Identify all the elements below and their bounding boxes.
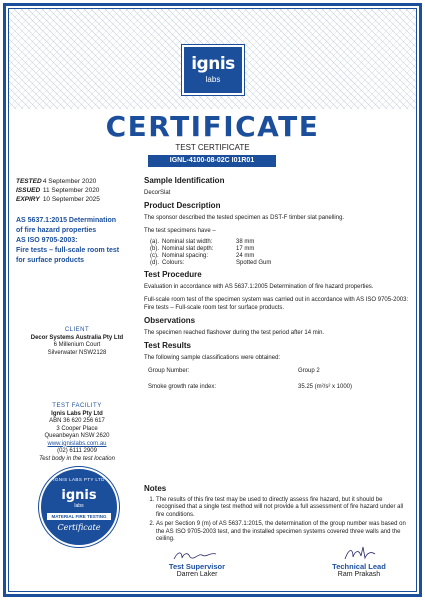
date-value: 11 September 2020 (42, 187, 100, 194)
pattern-line (399, 9, 416, 109)
pattern-line (9, 9, 58, 109)
facility-abn: ABN 36 620 256 617 (49, 418, 105, 424)
client-label: CLIENT (64, 327, 90, 333)
supervisor-name: Darren Laker (176, 571, 218, 578)
pattern-line (343, 9, 416, 109)
notes-heading: Notes (144, 484, 167, 493)
pattern-line (329, 9, 416, 109)
result-row (148, 367, 352, 383)
procedure-text-2: Full-scale room test of the specimen system was carried out in accordance with AS ISO 9705-2003: Fire tests – Full-scale room test for surface products. (144, 297, 409, 311)
result-value: 35.25 (m²/s² x 1000) (298, 384, 353, 390)
procedure-text-1: Evaluation in accordance with AS 5637.1:2005 Determination of fire hazard properties. (144, 284, 374, 290)
pattern-line (9, 9, 79, 109)
pattern-line (392, 9, 416, 109)
seal-script: Certificate (57, 523, 101, 532)
pattern-line (9, 9, 72, 109)
client-name: Decor Systems Australia Pty Ltd (30, 334, 124, 341)
spec-index: (b). (150, 246, 159, 252)
pattern-line (9, 9, 100, 109)
spec-value: 17 mm (236, 246, 255, 252)
product-description: The sponsor described the tested specimen as DST-F timber slat panelling. (144, 215, 345, 221)
supervisor-signature-block (157, 549, 237, 579)
pattern-line (399, 9, 416, 109)
pattern-line (406, 9, 416, 109)
results-intro: The following sample classifications were obtained: (144, 355, 281, 361)
pattern-line (9, 9, 44, 109)
pattern-line (350, 9, 416, 109)
certificate-title: CERTIFICATE (105, 110, 320, 143)
certificate-seal (39, 467, 119, 547)
spec-row (150, 260, 271, 267)
client-block (16, 327, 138, 357)
right-column (144, 177, 410, 403)
seal-logo-sub: labs (74, 503, 84, 509)
sample-name: DecorSlat (144, 190, 171, 196)
note-item: 1. The results of this fire test may be used to directly assess fire hazard, but it should be recognised that a single test method will not provide a full assessment of fire hazard under all fire conditions. (156, 497, 410, 520)
spec-value: 24 mm (236, 253, 255, 259)
certificate-subtitle: TEST CERTIFICATE (175, 143, 250, 152)
pattern-line (9, 9, 30, 109)
spec-label: Nominal slat depth: (162, 246, 214, 252)
pattern-line (392, 9, 416, 109)
certificate-id-badge: IGNL-4100-08-02C I01R01 (148, 155, 276, 167)
left-column (16, 177, 138, 266)
pattern-line (336, 9, 416, 109)
date-value: 10 September 2025 (42, 196, 100, 203)
spec-value: 38 mm (236, 239, 255, 245)
standard-line: of fire hazard properties (16, 227, 97, 234)
result-label: Group Number: (148, 368, 190, 374)
pattern-line (378, 9, 416, 109)
pattern-line (413, 9, 416, 109)
result-row (148, 383, 352, 399)
procedure-heading: Test Procedure (144, 270, 202, 279)
spec-row (150, 239, 271, 246)
product-heading: Product Description (144, 201, 221, 210)
pattern-line (9, 9, 23, 109)
pattern-line (378, 9, 416, 109)
sample-heading: Sample Identification (144, 176, 225, 185)
ignis-labs-logo (182, 45, 244, 95)
pattern-line (322, 9, 416, 109)
pattern-line (385, 9, 416, 109)
standard-line: for surface products (16, 257, 85, 264)
lead-signature (339, 545, 379, 563)
results-table (148, 367, 352, 399)
pattern-line (9, 9, 44, 109)
facility-street: 3 Cooper Place (56, 425, 98, 432)
standards-list (16, 216, 138, 266)
pattern-line (9, 9, 23, 109)
pattern-line (9, 9, 30, 109)
spec-label: Nominal slat width: (162, 239, 213, 245)
pattern-line (9, 9, 100, 109)
results-heading: Test Results (144, 341, 191, 350)
pattern-line (9, 9, 58, 109)
pattern-line (413, 9, 416, 109)
facility-note: Test body in the test location (39, 455, 115, 462)
observations-text: The specimen reached flashover during the test period after 14 min. (144, 330, 325, 336)
date-expiry (16, 195, 138, 204)
pattern-line (9, 9, 37, 109)
pattern-line (9, 9, 86, 109)
pattern-line (385, 9, 416, 109)
notes-block (144, 485, 410, 546)
client-address-1: 6 Millenium Court (53, 342, 101, 348)
product-specs-intro: The test specimens have – (144, 228, 216, 234)
pattern-line (322, 9, 416, 109)
spec-label: Colours: (162, 260, 185, 266)
lead-signature-block (319, 545, 399, 579)
standard-line: AS ISO 9705-2003: (16, 237, 78, 244)
header-banner (9, 9, 416, 109)
pattern-line (9, 9, 86, 109)
lead-name: Ram Prakash (337, 571, 381, 578)
seal-ring-text: IGNIS LABS PTY LTD (53, 477, 105, 482)
logo-sub: labs (205, 75, 221, 84)
date-key: EXPIRY (16, 196, 40, 203)
seal-band: MATERIAL FIRE TESTING (47, 513, 111, 520)
test-facility-block (16, 403, 138, 463)
logo-word: ignis (191, 54, 235, 74)
facility-phone: (02) 6111 2909 (57, 448, 97, 454)
pattern-line (343, 9, 416, 109)
spec-index: (c). (150, 253, 159, 259)
pattern-line (329, 9, 416, 109)
facility-label: TEST FACILITY (52, 403, 102, 409)
standard-line: Fire tests – full-scale room test (16, 247, 120, 254)
pattern-line (350, 9, 416, 109)
date-issued (16, 186, 138, 195)
pattern-line (336, 9, 416, 109)
facility-city: Queanbeyan NSW 2620 (44, 433, 110, 439)
date-tested (16, 177, 138, 186)
supervisor-role: Test Supervisor (168, 562, 226, 571)
observations-heading: Observations (144, 316, 196, 325)
lead-role: Technical Lead (332, 562, 386, 571)
standard-line: AS 5637.1:2015 Determination (16, 217, 116, 224)
spec-index: (d). (150, 260, 159, 266)
pattern-line (406, 9, 416, 109)
pattern-line (9, 9, 72, 109)
spec-value: Spotted Gum (236, 260, 272, 266)
date-key: TESTED (16, 178, 42, 185)
pattern-line (9, 9, 37, 109)
pattern-line (9, 9, 79, 109)
notes-list (144, 497, 410, 544)
spec-row (150, 253, 271, 260)
date-key: ISSUED (16, 187, 41, 194)
seal-logo-word: ignis (61, 488, 97, 503)
spec-table (150, 239, 271, 267)
client-address-2: Silverwater NSW2128 (47, 349, 107, 356)
spec-index: (a). (150, 239, 159, 245)
supervisor-signature (172, 549, 222, 563)
certificate-page (8, 8, 417, 592)
pattern-line (371, 9, 416, 109)
result-label: Smoke growth rate index: (148, 384, 217, 390)
pattern-line (371, 9, 416, 109)
facility-name: Ignis Labs Pty Ltd (51, 410, 103, 417)
spec-label: Nominal spacing: (162, 253, 209, 259)
spec-row (150, 246, 271, 253)
result-value: Group 2 (298, 368, 320, 374)
date-value: 4 September 2020 (42, 178, 97, 185)
facility-website-link[interactable]: www.ignislabs.com.au (47, 440, 107, 447)
date-list (16, 177, 138, 204)
note-item: 2. As per Section 9 (m) of AS 5637.1:2015, the determination of the group number was based on the AS ISO 9705-2003 test, and the installed specimen systems covered three walls and the ceiling. (156, 521, 410, 544)
